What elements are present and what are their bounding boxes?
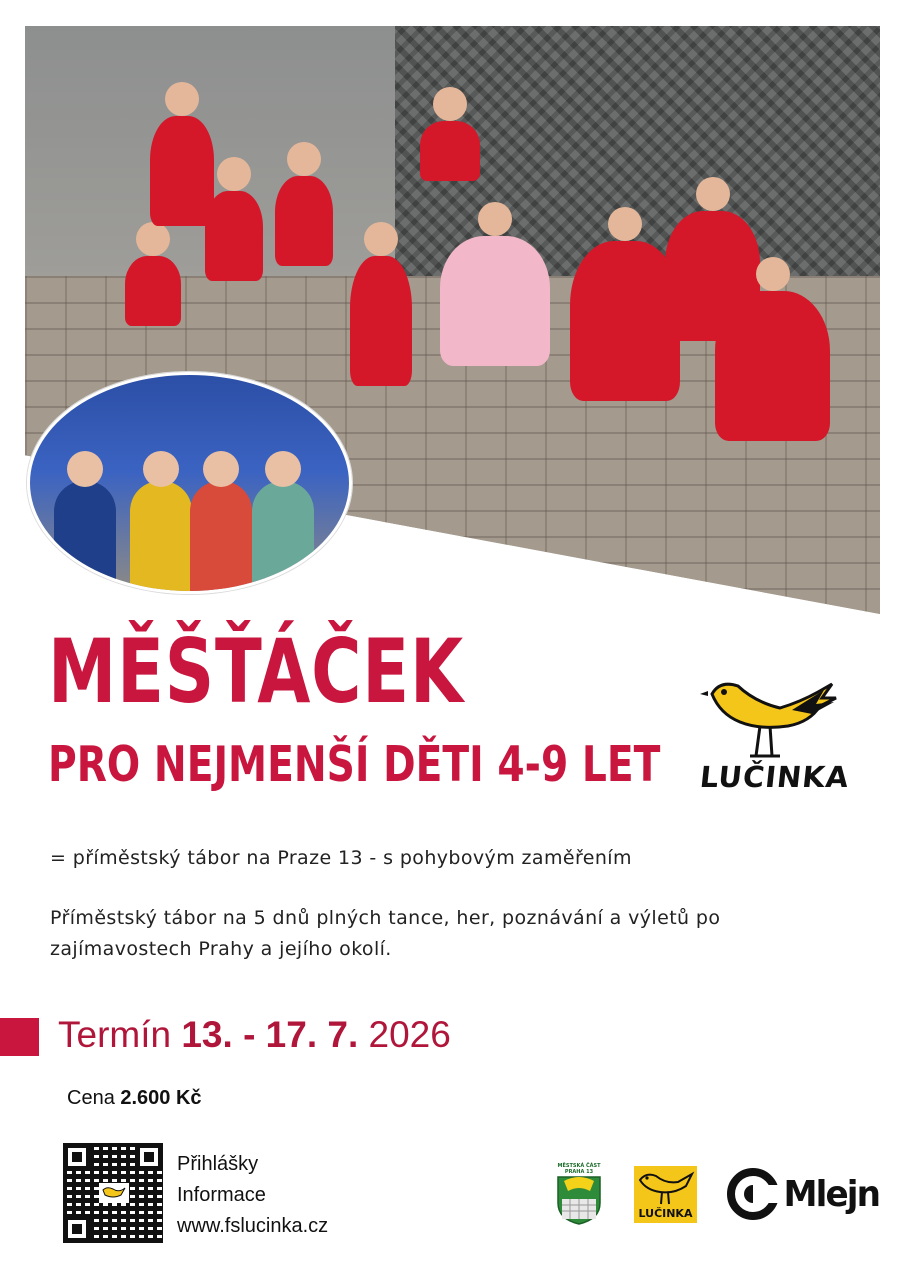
bird-icon [634, 1166, 697, 1206]
bird-icon [700, 672, 840, 762]
inset-photo [27, 372, 352, 594]
praha13-crest [556, 1163, 602, 1225]
child-figure [190, 481, 252, 594]
mlejn-circle-icon [727, 1168, 779, 1220]
child-figure [252, 481, 314, 594]
page-subtitle: PRO NEJMENŠÍ DĚTI 4-9 LET [48, 736, 661, 793]
description: Příměstský tábor na 5 dnů plných tance, her, poznávání a výletů po zajímavostech Prahy a jejího okolí. [50, 907, 721, 960]
price-line [67, 1087, 202, 1110]
qr-code[interactable] [63, 1143, 163, 1243]
lucinka-wordmark: LUČINKA [698, 760, 852, 794]
contact-registrations: Přihlášky [177, 1153, 259, 1175]
mlejn-wordmark: Mlejn [783, 1173, 880, 1215]
qr-finder [63, 1143, 91, 1171]
child-figure [570, 241, 680, 401]
qr-finder [63, 1215, 91, 1243]
price-value: 2.600 Kč [120, 1087, 202, 1109]
crest-label: MĚSTSKÁ ČÁST PRAHA 13 [557, 1163, 601, 1175]
bird-icon [101, 1185, 127, 1201]
term-year: 2026 [368, 1014, 451, 1055]
term-line [58, 1014, 451, 1056]
qr-center-logo [99, 1183, 129, 1203]
lucinka-logo [698, 672, 852, 802]
child-figure [440, 236, 550, 366]
coat-of-arms-icon [556, 1175, 602, 1225]
lucinka-small-logo [634, 1166, 697, 1223]
qr-finder [135, 1143, 163, 1171]
child-figure [125, 256, 181, 326]
child-figure [150, 116, 214, 226]
child-figure [130, 481, 192, 594]
term-label: Termín [58, 1014, 172, 1055]
price-label: Cena [67, 1087, 115, 1109]
child-figure [715, 291, 830, 441]
child-figure [420, 121, 480, 181]
child-figure [350, 256, 412, 386]
child-figure [54, 481, 116, 594]
lucinka-small-wordmark: LUČINKA [638, 1207, 693, 1220]
child-figure [205, 191, 263, 281]
mlejn-logo [727, 1166, 882, 1222]
accent-bar [0, 1018, 39, 1056]
page-title: MĚŠŤÁČEK [48, 620, 464, 723]
contact-block [177, 1149, 328, 1242]
contact-information: Informace [177, 1184, 266, 1206]
tagline: = příměstský tábor na Praze 13 - s pohybovým zaměřením [50, 847, 632, 869]
term-dates: 13. - 17. 7. [181, 1014, 359, 1055]
website-link[interactable]: www.fslucinka.cz [177, 1215, 329, 1237]
child-figure [275, 176, 333, 266]
